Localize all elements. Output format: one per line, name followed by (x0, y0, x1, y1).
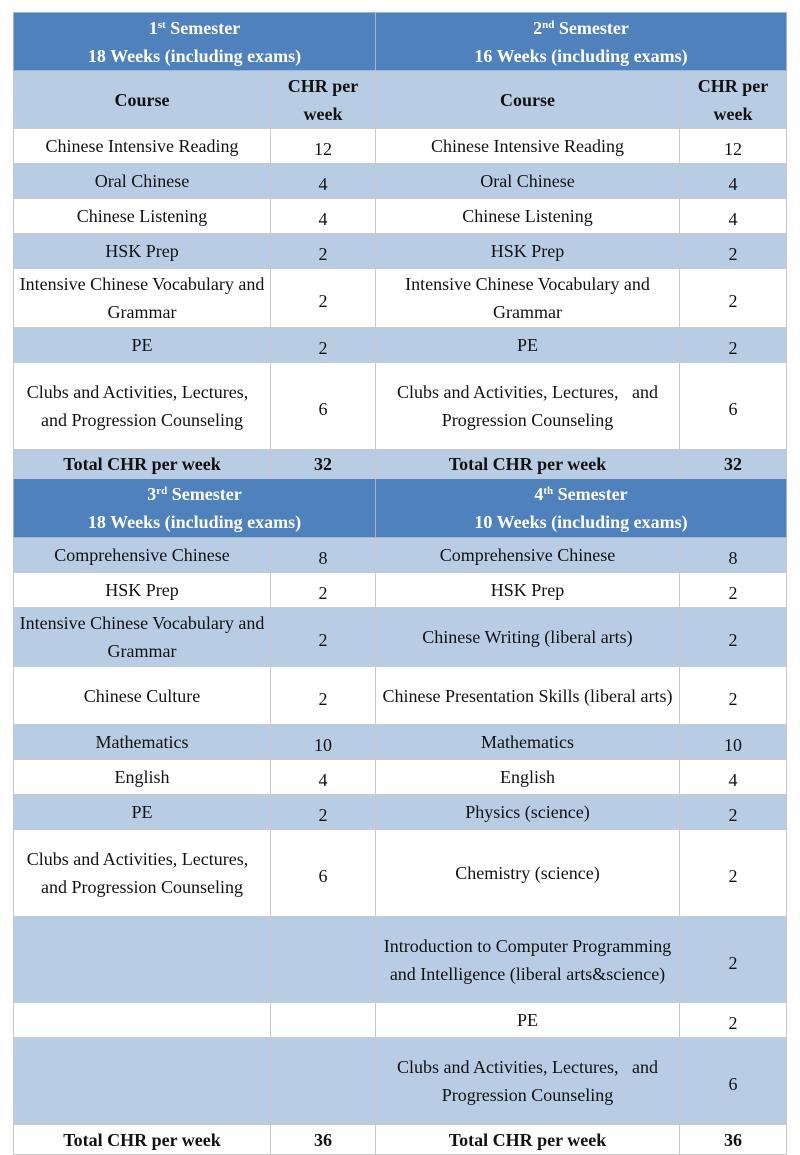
chr-column-header: CHR per week (680, 71, 787, 129)
course-cell (14, 1003, 271, 1038)
table-row (14, 363, 787, 450)
total-row (14, 450, 787, 479)
course-cell: Chinese Presentation Skills (liberal arts) (376, 667, 680, 725)
course-cell: Chemistry (science) (376, 830, 680, 917)
table-row (14, 234, 787, 269)
hours-cell: 2 (680, 608, 787, 667)
hours-cell: 12 (680, 129, 787, 164)
semester-1-header: 1st Semester 18 Weeks (including exams) (14, 13, 376, 71)
hours-cell: 4 (271, 199, 376, 234)
total-value: 36 (680, 1125, 787, 1155)
course-cell (14, 1038, 271, 1125)
course-cell: HSK Prep (14, 573, 271, 608)
hours-cell (271, 1003, 376, 1038)
course-cell: HSK Prep (376, 234, 680, 269)
course-cell: HSK Prep (14, 234, 271, 269)
course-cell: Physics (science) (376, 795, 680, 830)
semester-2-header: 2nd Semester 16 Weeks (including exams) (376, 13, 787, 71)
chr-column-header: CHR per week (271, 71, 376, 129)
hours-cell: 6 (680, 363, 787, 450)
course-cell: Chinese Culture (14, 667, 271, 725)
hours-cell: 2 (680, 1003, 787, 1038)
hours-cell: 6 (680, 1038, 787, 1125)
course-cell: Chinese Intensive Reading (376, 129, 680, 164)
total-label: Total CHR per week (376, 450, 680, 479)
table-row (14, 917, 787, 1003)
table-row (14, 725, 787, 760)
course-cell: Clubs and Activities, Lectures, and Progression Counseling (14, 830, 271, 917)
table-row (14, 1003, 787, 1038)
hours-cell: 2 (271, 328, 376, 363)
course-cell: Introduction to Computer Programming and Intelligence (liberal arts&science) (376, 917, 680, 1003)
course-cell: Comprehensive Chinese (376, 538, 680, 573)
course-column-header: Course (14, 71, 271, 129)
total-label: Total CHR per week (14, 450, 271, 479)
course-cell: Clubs and Activities, Lectures, and Progression Counseling (376, 363, 680, 450)
hours-cell: 2 (271, 608, 376, 667)
course-cell: Oral Chinese (376, 164, 680, 199)
table-row (14, 667, 787, 725)
course-cell: Chinese Listening (14, 199, 271, 234)
column-header-row (14, 71, 787, 129)
course-cell: Comprehensive Chinese (14, 538, 271, 573)
course-cell: Intensive Chinese Vocabulary and Grammar (14, 608, 271, 667)
table-row (14, 199, 787, 234)
hours-cell: 8 (680, 538, 787, 573)
hours-cell: 4 (680, 164, 787, 199)
hours-cell: 2 (680, 667, 787, 725)
hours-cell (271, 917, 376, 1003)
course-cell: Intensive Chinese Vocabulary and Grammar (14, 269, 271, 328)
hours-cell: 4 (680, 199, 787, 234)
course-cell: PE (376, 1003, 680, 1038)
course-cell: Chinese Listening (376, 199, 680, 234)
hours-cell: 8 (271, 538, 376, 573)
table-row (14, 129, 787, 164)
semester-header-row (14, 13, 787, 71)
hours-cell: 2 (680, 328, 787, 363)
course-column-header: Course (376, 71, 680, 129)
hours-cell: 6 (271, 363, 376, 450)
course-cell: HSK Prep (376, 573, 680, 608)
hours-cell: 12 (271, 129, 376, 164)
course-cell: Intensive Chinese Vocabulary and Grammar (376, 269, 680, 328)
table-row (14, 760, 787, 795)
course-cell: PE (376, 328, 680, 363)
hours-cell: 2 (680, 795, 787, 830)
course-cell: Clubs and Activities, Lectures, and Progression Counseling (14, 363, 271, 450)
course-cell: Chinese Intensive Reading (14, 129, 271, 164)
hours-cell: 4 (680, 760, 787, 795)
hours-cell: 2 (680, 830, 787, 917)
hours-cell: 2 (680, 234, 787, 269)
hours-cell (271, 1038, 376, 1125)
table-row (14, 164, 787, 199)
total-value: 32 (680, 450, 787, 479)
table-row (14, 538, 787, 573)
hours-cell: 2 (680, 917, 787, 1003)
course-cell: PE (14, 328, 271, 363)
semester-header-row (14, 479, 787, 538)
semester-3-header: 3rd Semester 18 Weeks (including exams) (14, 479, 376, 538)
course-cell: English (376, 760, 680, 795)
course-cell: English (14, 760, 271, 795)
table-row (14, 1038, 787, 1125)
total-label: Total CHR per week (14, 1125, 271, 1155)
course-cell: Clubs and Activities, Lectures, and Progression Counseling (376, 1038, 680, 1125)
curriculum-table (13, 12, 787, 1155)
course-cell: PE (14, 795, 271, 830)
hours-cell: 6 (271, 830, 376, 917)
total-value: 32 (271, 450, 376, 479)
hours-cell: 10 (271, 725, 376, 760)
course-cell: Chinese Writing (liberal arts) (376, 608, 680, 667)
hours-cell: 2 (680, 573, 787, 608)
hours-cell: 2 (271, 667, 376, 725)
total-value: 36 (271, 1125, 376, 1155)
table-row (14, 608, 787, 667)
table-row (14, 573, 787, 608)
hours-cell: 4 (271, 760, 376, 795)
hours-cell: 2 (271, 573, 376, 608)
hours-cell: 4 (271, 164, 376, 199)
course-cell: Mathematics (14, 725, 271, 760)
semester-4-header: 4th Semester 10 Weeks (including exams) (376, 479, 787, 538)
course-cell: Oral Chinese (14, 164, 271, 199)
hours-cell: 2 (680, 269, 787, 328)
course-cell (14, 917, 271, 1003)
table-row (14, 795, 787, 830)
course-cell: Mathematics (376, 725, 680, 760)
table-row (14, 328, 787, 363)
hours-cell: 2 (271, 269, 376, 328)
table-row (14, 830, 787, 917)
hours-cell: 10 (680, 725, 787, 760)
hours-cell: 2 (271, 234, 376, 269)
table-row (14, 269, 787, 328)
total-label: Total CHR per week (376, 1125, 680, 1155)
hours-cell: 2 (271, 795, 376, 830)
total-row (14, 1125, 787, 1155)
